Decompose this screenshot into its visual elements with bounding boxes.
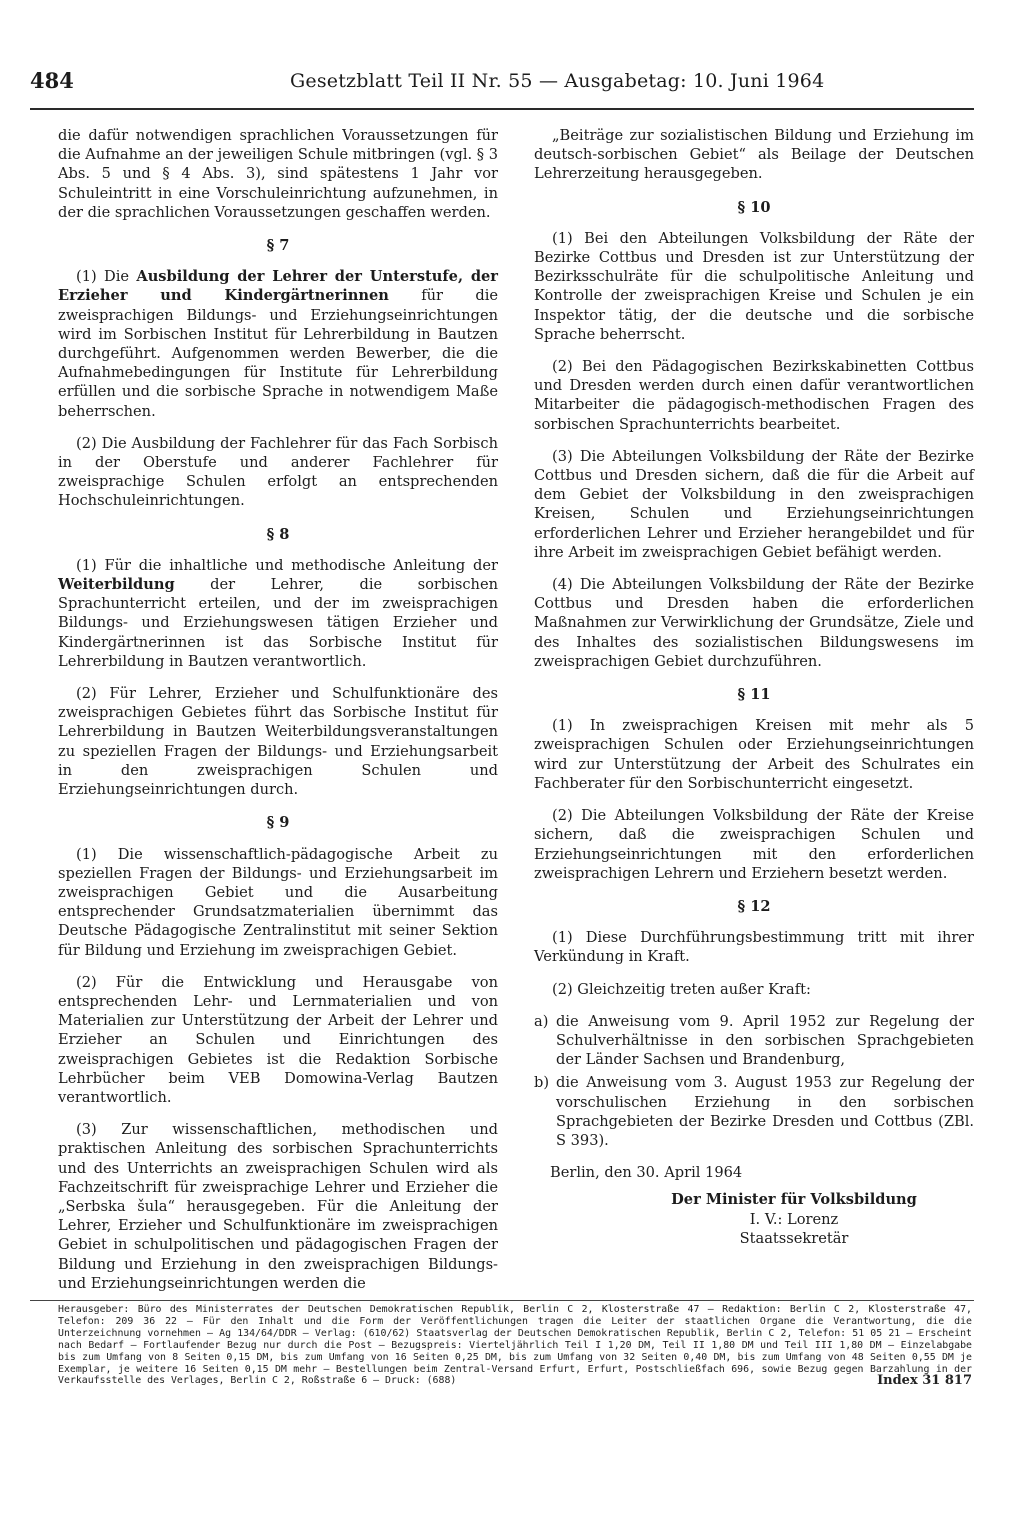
section-heading: § 7 [266,237,290,255]
paragraph: „Beiträge zur sozialistischen Bildung und Erziehung im deutsch-sorbischen Gebiet“ als Beilage der Deutschen Lehrerzeitung herausgegeben. [534,127,974,183]
paragraph: (1) Die wissenschaftlich-pädagogische Arbeit zu speziellen Fragen der Bildungs- und Erziehungsarbeit im zweisprachigen Gebiet und die Ausarbeitung entsprechender Grundsatzmaterialien übernimmt das Deutsche Pädagogische Zentralinstitut mit seiner Sektion für Bildung und Erziehung im zweisprachigen Gebiet. [58,845,498,959]
paragraph: (1) In zweisprachigen Kreisen mit mehr als 5 zweisprachigen Schulen oder Erziehungseinrichtungen wird zur Unterstützung der Arbeit des Schulrates ein Fachberater für den Sorbischunterricht eingesetzt. [534,717,974,792]
imprint-text: Herausgeber: Büro des Ministerrates der Deutschen Demokratischen Republik, Berlin C 2, Klosterstraße 47 – Redaktion: Berlin C 2, Klosterstraße 47, Telefon: 209 36 22 – Für den Inhalt und die Form der Veröffentlichungen tragen die Leiter der staatlichen Organe die Verantwortung, die die Unterzeichnung vornehmen – Ag 134/64/DDR – Verlag: (610/62) Staatsverlag der Deutschen Demokratischen Republik, Berlin C 2, Telefon: 51 05 21 – Erscheint nach Bedarf – Fortlaufender Bezug nur durch die Post – Bezugspreis: Vierteljährlich Teil I 1,20 DM, Teil II 1,80 DM und Teil III 1,80 DM – Einzelabgabe bis zum Umfang von 8 Seiten 0,15 DM, bis zum Umfang von 16 Seiten 0,25 DM, bis zum Umfang von 32 Seiten 0,40 DM, bis zum Umfang von 48 Seiten 0,55 DM je Exemplar, je weitere 16 Seiten 0,15 DM mehr – Bestellungen beim Zentral-Versand Erfurt, Erfurt, Postschließfach 696, sowie Bezug gegen Barzahlung in der Verkaufsstelle des Verlages, Berlin C 2, Roßstraße 6 – Druck: (688) [58,1304,972,1387]
paragraph: (2) Bei den Pädagogischen Bezirkskabinetten Cottbus und Dresden werden durch einen dafür verantwortlichen Mitarbeiter die pädagogisch-methodischen Fragen des sorbischen Sprachunterrichts bearbeitet. [534,358,974,433]
list-label: b) [534,1074,550,1092]
paragraph [58,556,498,671]
paragraph: (3) Zur wissenschaftlichen, methodischen und praktischen Anleitung des sorbischen Sprachunterrichts und des Unterrichts an zweisprachigen Schulen wird als Fachzeitschrift für zweisprachige Lehrer und Erzieher die „Serbska šula“ herausgegeben. Für die Anleitung der Lehrer, Erzieher und Schulfunktionäre im zweisprachigen Gebiet in schulpolitischen und pädagogischen Fragen der Bildung und Erziehung in den zweisprachigen Bildungs- und Erziehungseinrichtungen werden die [58,1121,498,1292]
paragraph: (1) Diese Durchführungsbestimmung tritt mit ihrer Verkündung in Kraft. [534,929,974,966]
header-rule [30,108,974,110]
text-run: (1) Für die inhaltliche und methodische Anleitung der [76,556,498,574]
list-label: a) [534,1012,549,1030]
paragraph: (2) Für die Entwicklung und Herausgabe von entsprechenden Lehr- und Lernmaterialien und von Materialien zur Unterstützung der Arbeit der Lehrer und Erzieher an Schulen und Einrichtungen des zweisprachigen Gebietes ist die Redaktion Sorbische Lehrbücher beim VEB Domowina-Verlag Bautzen verantwortlich. [58,973,498,1106]
paragraph: (2) Die Abteilungen Volksbildung der Räte der Kreise sichern, daß die zweisprachigen Schulen und Erziehungseinrichtungen mit den erforderlichen zweisprachigen Lehrern und Erziehern besetzt werden. [534,807,974,882]
paragraph: die dafür notwendigen sprachlichen Voraussetzungen für die Aufnahme an der jeweiligen Schule mitbringen (vgl. § 3 Abs. 5 und § 4 Abs. 3), sind spätestens 1 Jahr vor Schuleintritt in eine Vorschuleinrichtung aufzunehmen, in der die sprachlichen Voraussetzungen geschaffen werden. [58,127,499,221]
section-heading: § 10 [737,198,771,216]
page-number: 484 [30,68,74,93]
section-heading: § 9 [266,814,290,832]
list-item [534,1012,974,1070]
signature-block [614,1190,974,1248]
paragraph: (2) Die Ausbildung der Fachlehrer für das Fach Sorbisch in der Oberstufe und anderer Fachlehrer für zweisprachige Schulen erfolgt an entsprechenden Hochschuleinrichtungen. [58,434,498,510]
repealed-list [534,1012,974,1150]
text-run: für die zweisprachigen Bildungs- und Erziehungseinrichtungen wird im Sorbischen Institut für Lehrerbildung in Bautzen durchgeführt. Aufgenommen werden Bewerber, die die Aufnahmebedingungen für Institute für Lehrerbildung erfüllen und die sorbische Sprache in notwendigem Maße beherrschen. [58,287,498,420]
paragraph: (2) Für Lehrer, Erzieher und Schulfunktionäre des zweisprachigen Gebietes führt das Sorbische Institut für Lehrerbildung in Bautzen Weiterbildungsveranstaltungen zu speziellen Fragen der Bildungs- und Erziehungsarbeit in den zweisprachigen Schulen und Erziehungseinrichtungen durch. [58,685,498,799]
imprint-footer [58,1304,972,1387]
section-heading: § 12 [737,897,771,915]
paragraph: (1) Bei den Abteilungen Volksbildung der Räte der Bezirke Cottbus und Dresden ist zur Unterstützung der Bezirksschulräte für die schulpolitische Anleitung und Kontrolle der zweisprachigen Kreise und Schulen je ein Inspektor tätig, der die deutsche und die sorbische Sprache beherrscht. [534,229,974,343]
left-column [58,126,498,1306]
section-heading: § 11 [737,686,771,704]
list-item [534,1073,974,1150]
place-date: Berlin, den 30. April 1964 [550,1164,743,1182]
list-text: die Anweisung vom 9. April 1952 zur Regelung der Schulverhältnisse in den sorbischen Sprachgebieten der Länder Sachsen und Brandenburg, [556,1012,974,1069]
signatory-ministry: Der Minister für Volksbildung [671,1191,917,1209]
text-run: (1) Die [76,268,137,286]
text-run: der Lehrer, die sorbischen Sprachunterricht erteilen, und der im zweisprachigen Bildungs- und Erziehungswesen tätigen Erzieher und Kindergärtnerinnen ist das Sorbische Institut für Lehrerbildung in Bautzen verantwortlich. [58,576,498,670]
signatory-name: I. V.: Lorenz [749,1210,839,1228]
paragraph: (4) Die Abteilungen Volksbildung der Räte der Bezirke Cottbus und Dresden haben die erforderlichen Maßnahmen zur Verwirklichung der Grundsätze, Ziele und des Inhaltes des sozialistischen Bildungswesens im zweisprachigen Gebiet durchzuführen. [534,576,974,670]
footer-rule [30,1300,974,1301]
signatory-title: Staatssekretär [739,1229,849,1247]
paragraph: (3) Die Abteilungen Volksbildung der Räte der Bezirke Cottbus und Dresden sichern, daß die für die Arbeit auf dem Gebiet der Volksbildung in den zweisprachigen Kreisen, Schulen und Erziehungseinrichtungen erforderlichen Lehrer und Erzieher herangebildet und für ihre Arbeit im zweisprachigen Gebiet befähigt werden. [534,447,974,561]
emphasis: Weiterbildung [58,576,175,594]
list-text: die Anweisung vom 3. August 1953 zur Regelung der vorschulischen Erziehung in den sorbischen Sprachgebieten der Bezirke Dresden und Cottbus (ZBl. S 393). [556,1074,974,1149]
paragraph [58,267,498,421]
running-header: Gesetzblatt Teil II Nr. 55 — Ausgabetag: 10. Juni 1964 [290,70,825,92]
index-number: Index 31 817 [877,1373,972,1389]
right-column [534,126,974,1248]
paragraph: (2) Gleichzeitig treten außer Kraft: [552,980,811,998]
section-heading: § 8 [266,525,290,543]
emphasis: Ausbildung der Lehrer der Unterstufe, der Erzieher und Kindergärtnerinnen [58,268,498,305]
